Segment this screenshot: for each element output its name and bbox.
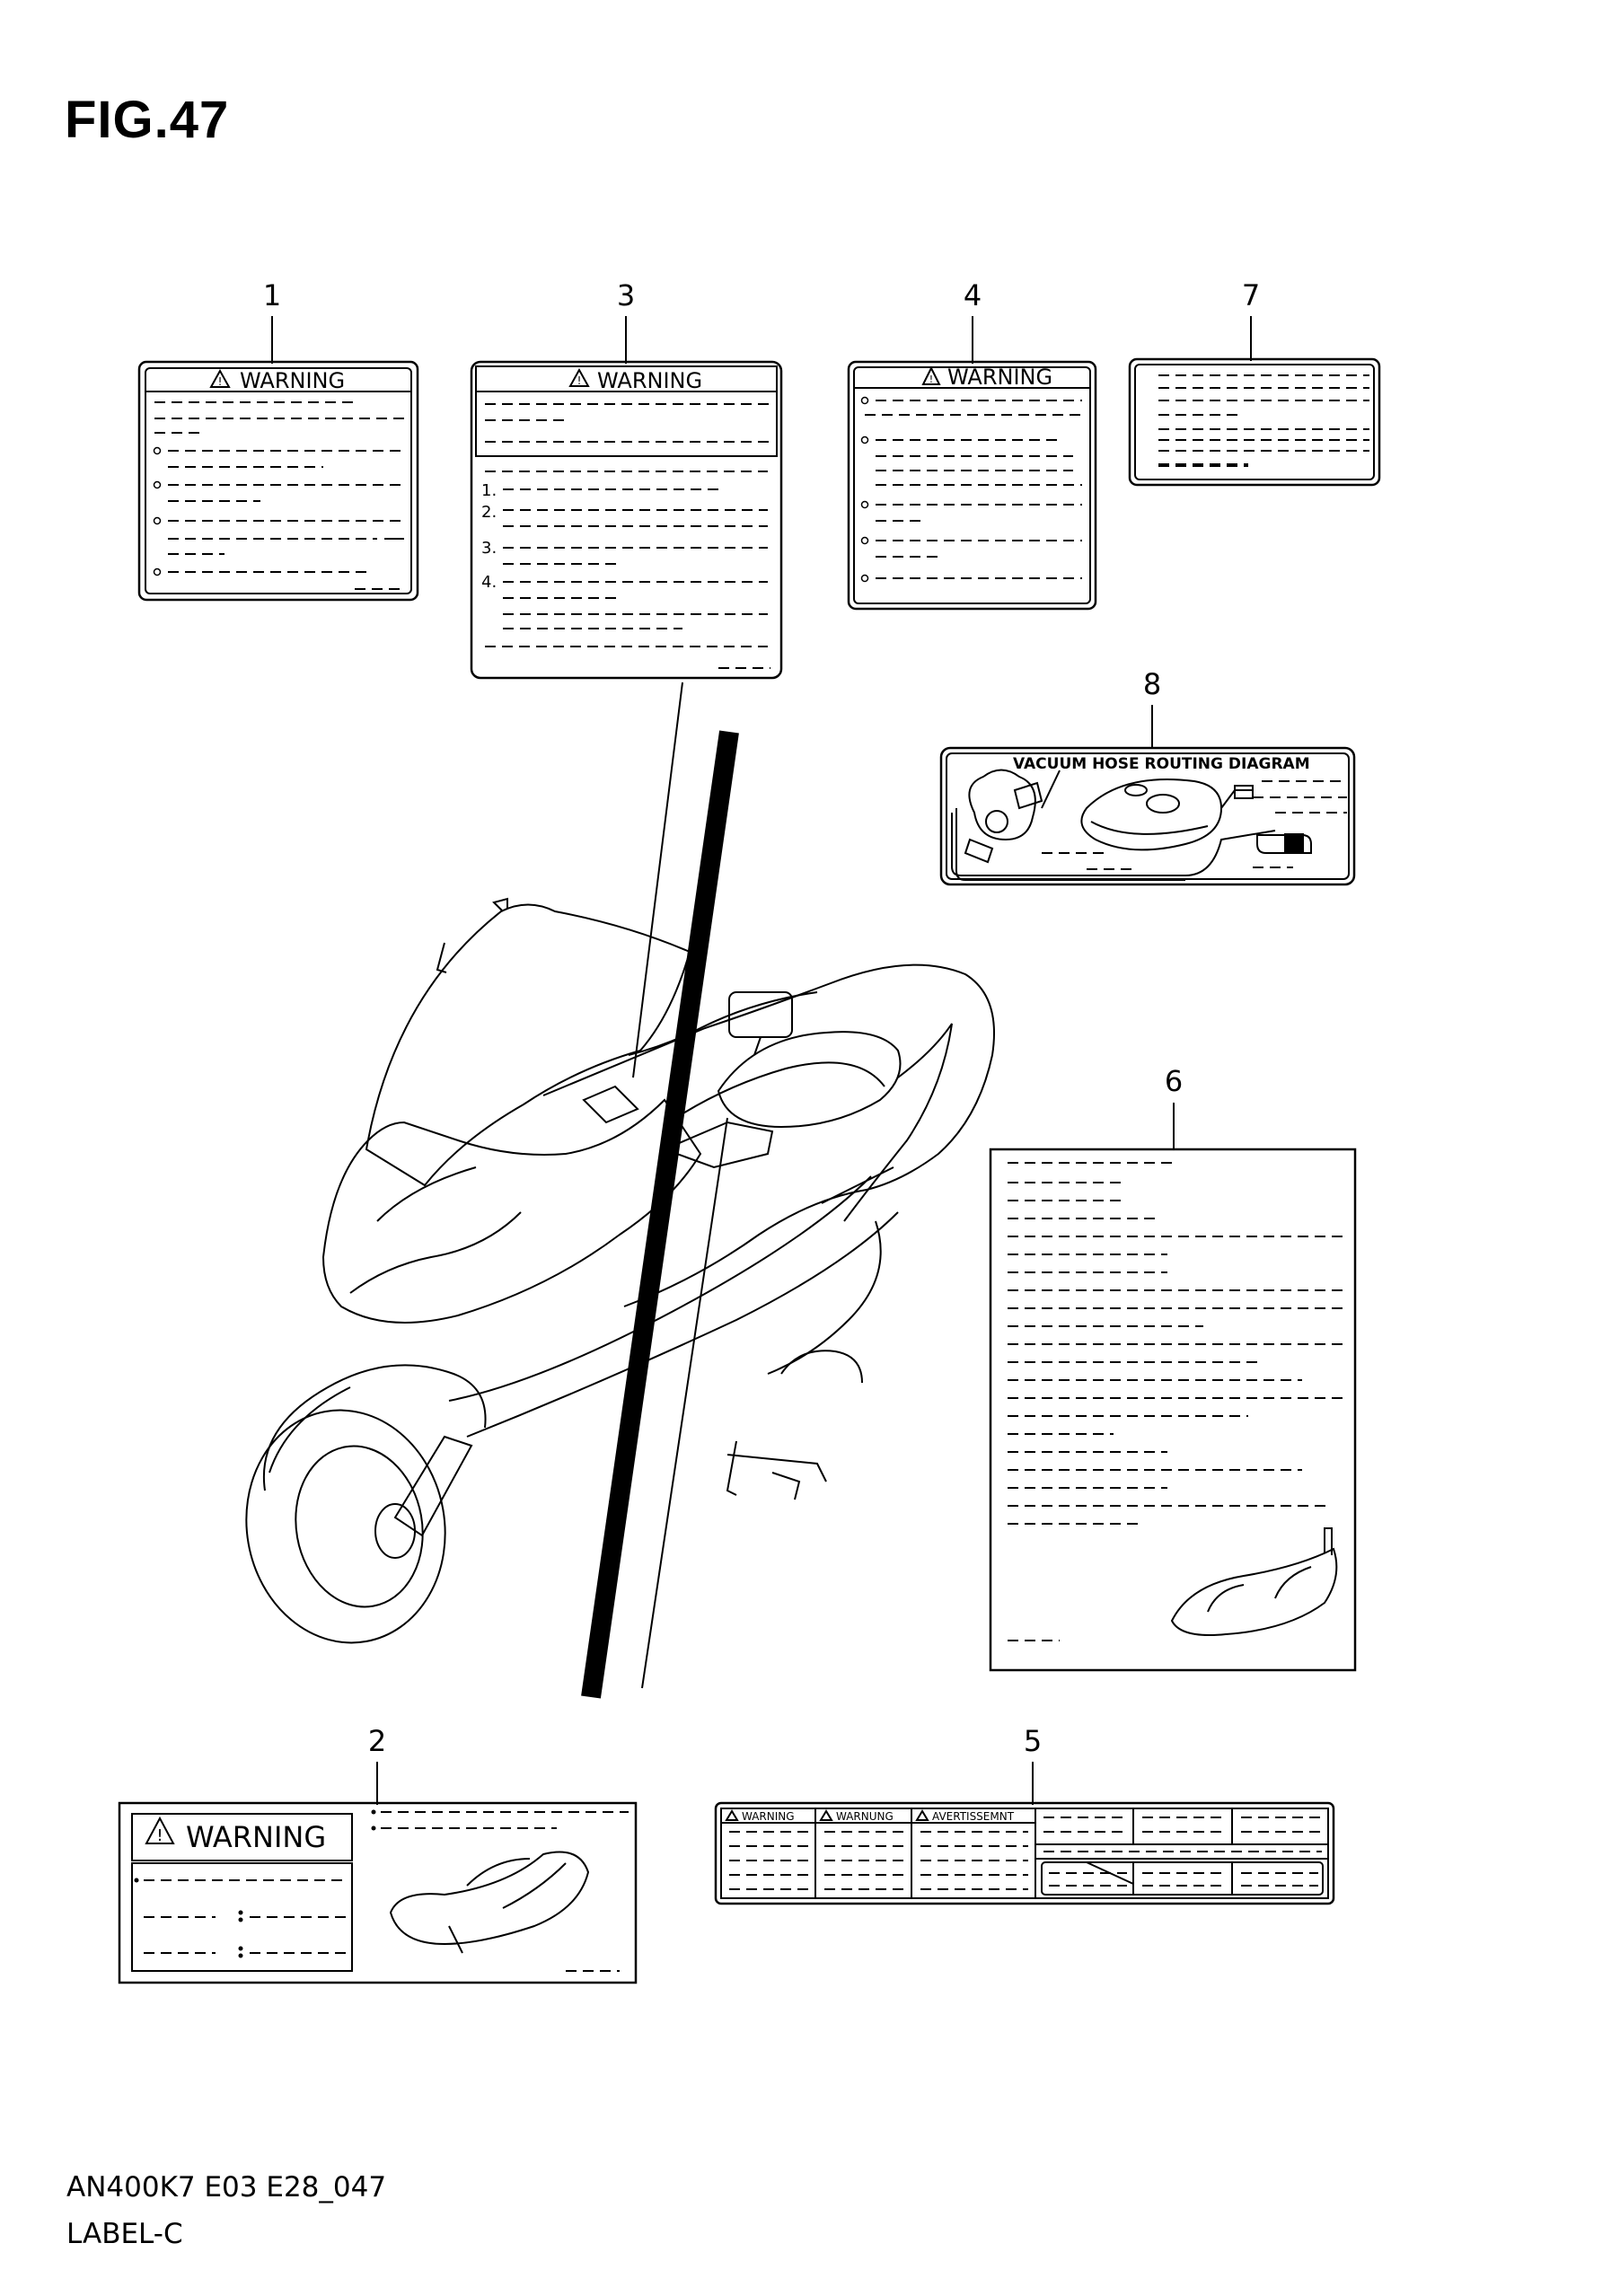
figure-title: FIG.47 (65, 91, 230, 149)
step-number: 1. (481, 481, 497, 500)
tank-drawing (1081, 779, 1221, 849)
warning-heading: WARNING (597, 368, 703, 393)
step-number: 4. (481, 573, 497, 592)
svg-text:!: ! (929, 374, 934, 385)
svg-text:!: ! (577, 374, 582, 387)
engine-drawing (965, 770, 1042, 863)
label-4 (849, 278, 1096, 609)
label-7 (1130, 278, 1379, 485)
warning-icon (146, 1818, 173, 1845)
label-8 (941, 667, 1354, 884)
warnung-heading: WARNUNG (836, 1810, 894, 1823)
svg-text:!: ! (156, 1826, 163, 1845)
seat-drawing (1172, 1528, 1336, 1635)
warning-icon (570, 370, 588, 387)
figure-name: LABEL-C (66, 2218, 183, 2250)
warning-heading: WARNING (240, 368, 346, 393)
warning-icon (917, 1811, 928, 1820)
vacuum-diagram-title: VACUUM HOSE ROUTING DIAGRAM (1013, 755, 1310, 773)
avertissement-heading: AVERTISSEMNT (932, 1810, 1015, 1823)
label-3 (471, 278, 781, 678)
callout-8: 8 (1142, 667, 1162, 701)
label-2 (119, 1724, 636, 1983)
callout-1: 1 (262, 278, 282, 312)
step-number: 3. (481, 539, 497, 558)
warning-icon (923, 368, 939, 385)
warning-icon (821, 1811, 832, 1820)
warning-heading: WARNING (186, 1820, 327, 1854)
callout-4: 4 (963, 278, 982, 312)
figure-code: AN400K7 E03 E28_047 (66, 2171, 387, 2204)
warning-icon (211, 371, 229, 388)
warning-icon (726, 1811, 737, 1820)
warning-heading: WARNING (742, 1810, 795, 1823)
svg-text:!: ! (217, 375, 223, 388)
callout-2: 2 (367, 1724, 387, 1758)
callout-7: 7 (1241, 278, 1261, 312)
step-number: 2. (481, 503, 497, 522)
callout-5: 5 (1023, 1724, 1043, 1758)
label-5 (716, 1724, 1334, 1904)
label-6 (990, 1064, 1355, 1670)
callout-3: 3 (616, 278, 636, 312)
label-1 (139, 278, 418, 600)
scooter-sketch (391, 1852, 588, 1954)
warning-heading: WARNING (947, 365, 1053, 390)
callout-6: 6 (1164, 1064, 1184, 1098)
